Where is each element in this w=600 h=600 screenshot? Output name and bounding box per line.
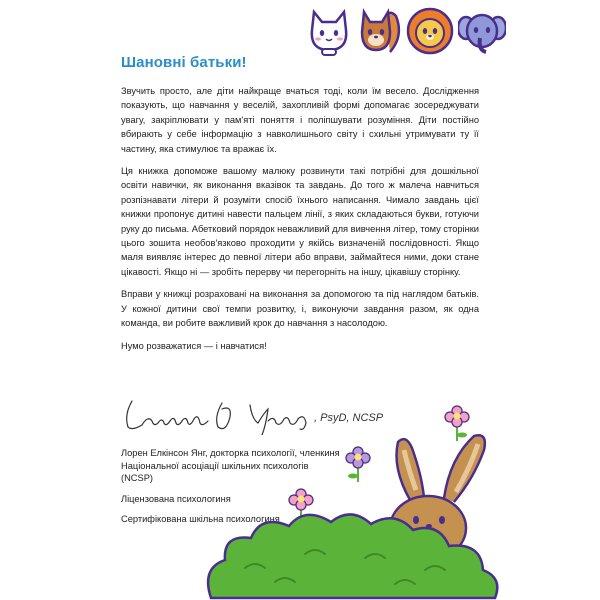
letter-paragraph-3: Вправи у книжці розраховані на виконання за допомогою та під наглядом батьків. У кожної дитини свої темпи розвитку, і, виконуючи завдання разом, як одна команда, ви робите важливий крок до навчання з насолодою. <box>121 289 479 329</box>
lion-icon <box>406 6 454 56</box>
handwritten-signature <box>118 395 398 435</box>
elephant-icon <box>458 6 506 56</box>
letter-paragraph-4: Нумо розважатися — і навчатися! <box>121 340 267 351</box>
letter-body <box>121 84 479 361</box>
author-license: Ліцензована психологиня <box>121 493 231 504</box>
animal-icons-row <box>306 6 506 56</box>
cat-icon <box>306 6 352 56</box>
letter-paragraph-2: Ця книжка допоможе вашому малюку розвинути такі потрібні для дошкільної освіти навички, як виконання вказівок та завдань. До того ж малеча навчиться розпізнавати літери й розуміти спосіб їхнього написання. Чимало завдань цієї книжки пропонує дитині навести пальцем лінії, з яких складаються букви, готуючи руку до письма. Абетковий порядок неважливий для вивчення літер, тому сторінки цього зошита необов'язково проходити у якійсь визначеній послідовності. Якщо маля виявляє інтерес до певної літери або вправи, займайтеся ними, доки стане цікавості. Якщо ні — зробіть перерву чи перегорніть на іншу, цікавішу сторінку. <box>121 166 479 277</box>
svg-text:, PsyD, NCSP: , PsyD, NCSP <box>314 412 384 424</box>
letter-paragraph-1: Звучить просто, але діти найкраще вчаться тоді, коли їм весело. Дослідження показують, що навчання у веселій, захопливій формі допомагає зосереджувати увагу, закріплювати у пам'яті поняття і поліпшувати розуміння. Діти постійно вбирають у себе інформацію з навколишнього світу і схильні утримувати ту її частину, яка стимулює та вражає їх. <box>121 86 479 154</box>
flower-icon <box>345 446 371 484</box>
squirrel-icon <box>356 6 402 56</box>
letter-heading: Шановні батьки! <box>121 54 247 71</box>
author-certification: Сертифікована шкільна психологиня <box>121 514 280 524</box>
author-name: Лорен Елкінсон Янг, докторка психології, членкиня Національної асоціації шкільних психологів (NCSP) <box>121 448 340 483</box>
bush-icon <box>205 498 505 600</box>
